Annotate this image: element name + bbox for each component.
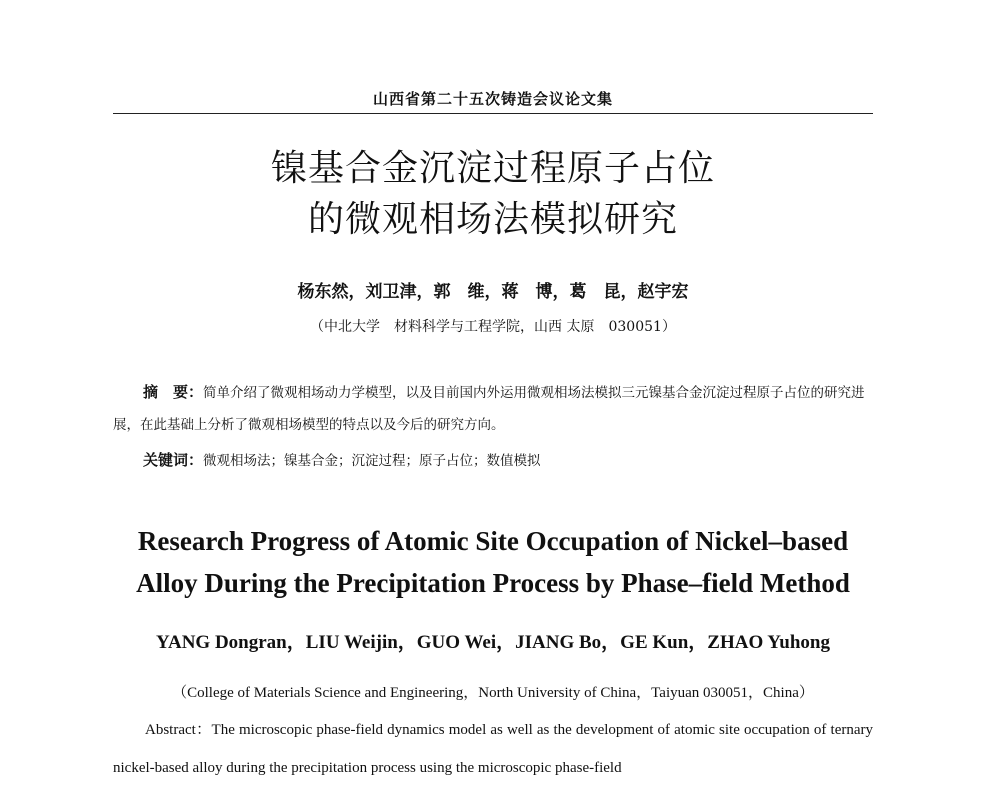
en-abstract-text: The microscopic phase-field dynamics model as well as the development of atomic site occupation of ternary nickel-based alloy during the precipitation process using the microscopic phase-field: [113, 722, 873, 776]
cn-authors: 杨东然，刘卫津，郭 维，蒋 博，葛 昆，赵宇宏: [297, 282, 689, 302]
en-affiliation: （College of Materials Science and Engineering，North University of China，Taiyuan 030051，China）: [172, 685, 814, 701]
en-abstract: [113, 711, 873, 787]
cn-abstract-label: 摘 要：: [143, 383, 204, 401]
journal-title: 山西省第二十五次铸造会议论文集: [372, 90, 613, 108]
cn-keywords: [143, 449, 873, 470]
en-title-line-2: Alloy During the Precipitation Process by Phase–field Method: [136, 568, 850, 598]
cn-keywords-text: 微观相场法；镍基合金；沉淀过程；原子占位；数值模拟: [203, 453, 541, 469]
header-divider: [113, 113, 873, 114]
cn-keywords-label: 关键词：: [143, 451, 204, 469]
en-title-line-1: Research Progress of Atomic Site Occupation of Nickel–based: [137, 526, 849, 556]
cn-title-line-2: 的微观相场法模拟研究: [307, 199, 678, 240]
en-authors: YANG Dongran，LIU Weijin，GUO Wei，JIANG Bo，GE Kun，ZHAO Yuhong: [156, 632, 830, 653]
cn-affiliation: （中北大学 材料科学与工程学院，山西 太原 030051）: [310, 319, 676, 335]
cn-abstract: [113, 376, 873, 441]
en-abstract-label: Abstract：: [145, 722, 212, 738]
cn-title-line-1: 镍基合金沉淀过程原子占位: [270, 148, 715, 189]
cn-abstract-text: 简单介绍了微观相场动力学模型，以及目前国内外运用微观相场法模拟三元镍基合金沉淀过程原子占位的研究进展，在此基础上分析了微观相场模型的特点以及今后的研究方向。: [113, 385, 865, 433]
